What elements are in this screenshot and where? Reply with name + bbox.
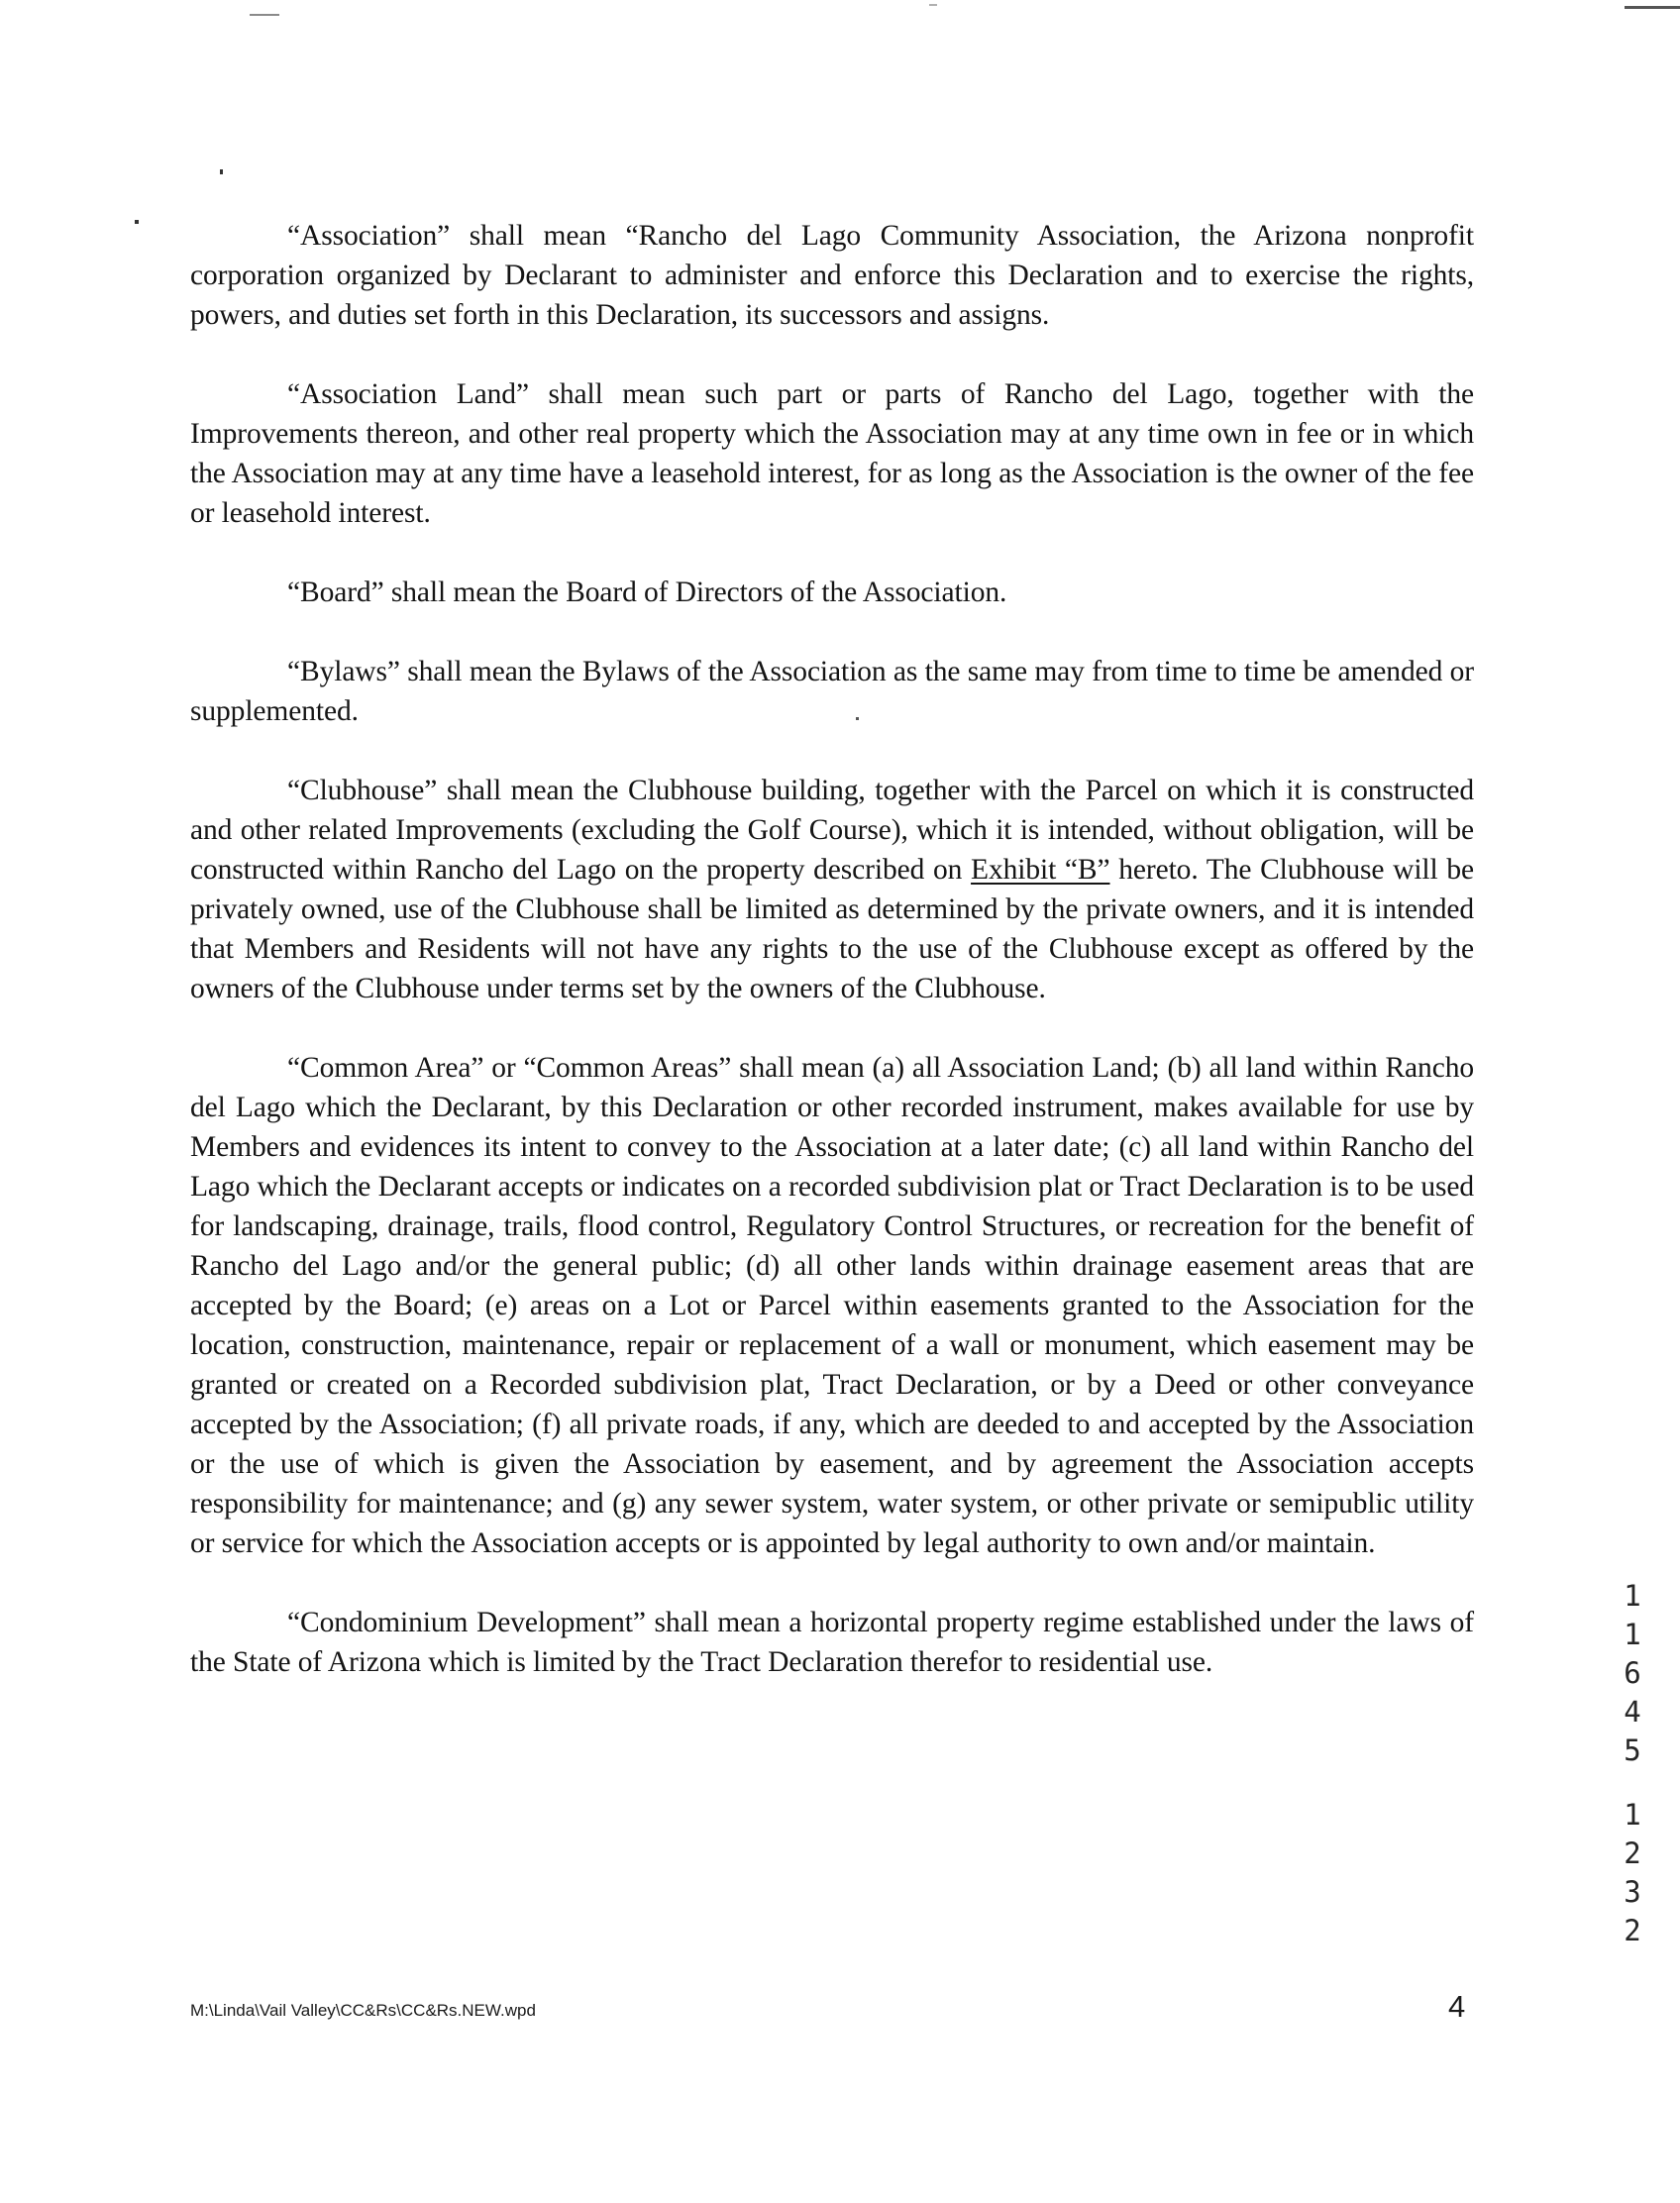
footer-file-path: M:\Linda\Vail Valley\CC&Rs\CC&Rs.NEW.wpd bbox=[190, 2001, 536, 2020]
clubhouse-text-start: “Clubhouse” shall mean the Clubhouse building, together with the Parcel on which it is constructed and other related Improvements (excluding the Golf Course), which it is intended, without obligation, will be constructed within Rancho del Lago on the property described on bbox=[190, 775, 1474, 886]
definition-board: “Board” shall mean the Board of Directors of the Association. bbox=[287, 577, 1007, 608]
scan-mark bbox=[1625, 6, 1680, 9]
document-body bbox=[190, 216, 1474, 1722]
stamp-digit: 6 bbox=[1624, 1656, 1641, 1690]
stamp-digit: 4 bbox=[1624, 1695, 1641, 1729]
definition-condominium-development: “Condominium Development” shall mean a horizontal property regime established under the laws of the State of Arizona which is limited by the Tract Declaration therefor to residential use. bbox=[190, 1607, 1474, 1678]
scan-speck bbox=[220, 169, 223, 174]
definition-common-area: “Common Area” or “Common Areas” shall mean (a) all Association Land; (b) all land within Rancho del Lago which the Declarant, by this Declaration or other recorded instrument, makes available for use by Members and evidences its intent to convey to the Association at a later date; (c) all land within Rancho del Lago which the Declarant accepts or indicates on a recorded subdivision plat or Tract Declaration is to be used for landscaping, drainage, trails, flood control, Regulatory Control Structures, or recreation for the benefit of Rancho del Lago and/or the general public; (d) all other lands within drainage easement areas that are accepted by the Board; (e) areas on a Lot or Parcel within easements granted to the Association for the location, construction, maintenance, repair or replacement of a wall or monument, which easement may be granted or created on a Recorded subdivision plat, Tract Declaration, or by a Deed or other conveyance accepted by the Association; (f) all private roads, if any, which are deeded to and accepted by the Association or the use of which is given the Association by easement, and by agreement the Association accepts responsibility for maintenance; and (g) any sewer system, water system, or other private or semipublic utility or service for which the Association accepts or is appointed by legal authority to own and/or maintain. bbox=[190, 1052, 1474, 1559]
stamp-digit: 2 bbox=[1624, 1914, 1641, 1947]
page-number: 4 bbox=[1448, 1989, 1466, 2024]
definition-clubhouse bbox=[190, 771, 1474, 1008]
stamp-digit: 5 bbox=[1624, 1733, 1641, 1767]
definition-bylaws: “Bylaws” shall mean the Bylaws of the Association as the same may from time to time be amended or supplemented. bbox=[190, 656, 1474, 727]
exhibit-b-reference: Exhibit “B” bbox=[971, 854, 1110, 886]
scan-speck bbox=[135, 220, 139, 224]
definition-association-land: “Association Land” shall mean such part or parts of Rancho del Lago, together with the Improvements thereon, and other real property which the Association may at any time own in fee or in which the Association may at any time have a leasehold interest, for as long as the Association is the owner of the fee or leasehold interest. bbox=[190, 378, 1474, 529]
stamp-digit: 1 bbox=[1624, 1579, 1641, 1613]
definition-association: “Association” shall mean “Rancho del Lago Community Association, the Arizona nonprofit corporation organized by Declarant to administer and enforce this Declaration and to exercise the rights, powers, and duties set forth in this Declaration, its successors and assigns. bbox=[190, 220, 1474, 331]
clubhouse-text-end: hereto. The Clubhouse will be privately owned, use of the Clubhouse shall be limited as determined by the private owners, and it is intended that Members and Residents will not have any rights to the use of the Clubhouse except as offered by the owners of the Clubhouse under terms set by the owners of the Clubhouse. bbox=[190, 854, 1474, 1004]
stamp-digit: 1 bbox=[1624, 1618, 1641, 1651]
scan-mark bbox=[929, 4, 937, 6]
recording-stamp bbox=[1613, 1577, 1652, 1950]
scan-mark bbox=[250, 14, 279, 16]
stamp-digit: 3 bbox=[1624, 1875, 1641, 1909]
stamp-digit: 1 bbox=[1624, 1798, 1641, 1832]
stamp-digit: 2 bbox=[1624, 1836, 1641, 1870]
stamp-gap bbox=[1613, 1770, 1652, 1796]
